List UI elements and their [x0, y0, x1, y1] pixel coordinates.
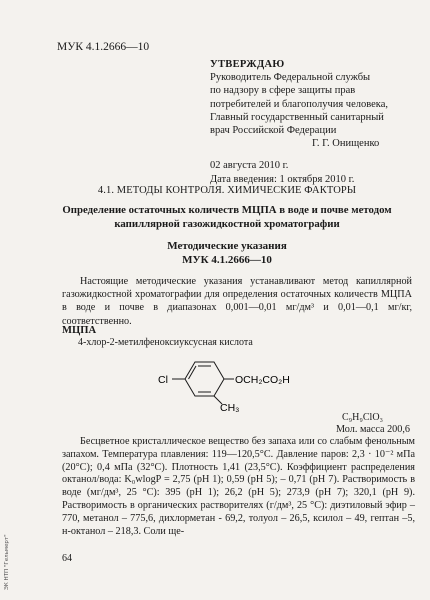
side-chain-label: OCH₂CO₂H — [235, 374, 290, 386]
signatory-name: Г. Г. Онищенко — [312, 138, 380, 150]
document-subtitle — [52, 240, 402, 267]
properties-text: Бесцветное кристаллическое вещество без запаха или со слабым фенольным запахом. Температура плавления: 119—120,5°С. Давление паров: 2,3 · 10⁻² мПа (20°С); 0,4 мПа (32°С). Плотность 1,41 (23,5°С). Коэффициент распределения октанол/вода: K₀wlogP = 2,75 (pH 1); 0,59 (pH 5); – 0,71 (pH 7). Растворимость в воде (мг/дм³, 25 °С): 395 (pH 1); 26,2 (pH 5); 273,9 (pH 7); 320,1 (pH 9). Растворимость в органических растворителях (г/дм³, 25 °С): диэтиловый эфир –770, метанол – 775,6, дихлорметан - 69,2, толуол – 26,5, ксилол – 49, гептан –5, н-октанол – 218,3. Соли ще- — [62, 436, 415, 537]
subtitle-line: МУК 4.1.2666—10 — [182, 253, 272, 266]
approval-heading: УТВЕРЖДАЮ — [210, 59, 285, 70]
document-code: МУК 4.1.2666—10 — [57, 41, 150, 53]
chlorine-label: Cl — [158, 374, 168, 386]
benzene-ring — [185, 362, 224, 396]
document-title: Определение остаточных количеств МЦПА в воде и почве методом капиллярной газожидкостной хроматографии — [62, 204, 392, 230]
intro-text: Настоящие методические указания устанавливают метод капиллярной газожидкостной хроматографии для определения остаточных количеств МЦПА в воде и почве в диапазонах 0,001—0,01 мг/дм³ и 0,01—0,1 мг/кг, соответственно. — [62, 276, 412, 327]
approval-line: врач Российской Федерации — [210, 125, 337, 137]
approval-line: Главный государственный санитарный — [210, 111, 384, 123]
intro-paragraph — [62, 275, 412, 328]
approval-line: по надзору в сфере защиты прав — [210, 85, 356, 97]
subtitle-line: Методические указания — [167, 240, 287, 252]
side-stamp — [4, 470, 14, 590]
introduction-date: Дата введения: 1 октября 2010 г. — [210, 173, 355, 185]
properties-paragraph — [62, 436, 415, 538]
page-number: 64 — [62, 553, 72, 564]
methyl-label: CH₃ — [220, 402, 240, 412]
compound-abbreviation: МЦПА — [62, 325, 97, 336]
approval-line: Руководитель Федеральной службы — [210, 72, 371, 84]
molecular-mass: Мол. масса 200,6 — [336, 424, 410, 435]
approval-line: потребителей и благополучия человека, — [210, 98, 389, 110]
chemical-structure — [150, 352, 320, 412]
double-bond — [189, 366, 197, 379]
compound-name: 4-хлор-2-метилфеноксиуксусная кислота — [78, 337, 253, 348]
section-heading: 4.1. МЕТОДЫ КОНТРОЛЯ. ХИМИЧЕСКИЕ ФАКТОРЫ — [97, 185, 357, 196]
approval-date: 02 августа 2010 г. — [210, 160, 289, 172]
approval-block — [210, 58, 388, 186]
molecular-formula: C₉H₉ClO₃ — [342, 412, 384, 423]
side-stamp-text: ЭК НТП "Гельмерт" — [4, 534, 10, 590]
